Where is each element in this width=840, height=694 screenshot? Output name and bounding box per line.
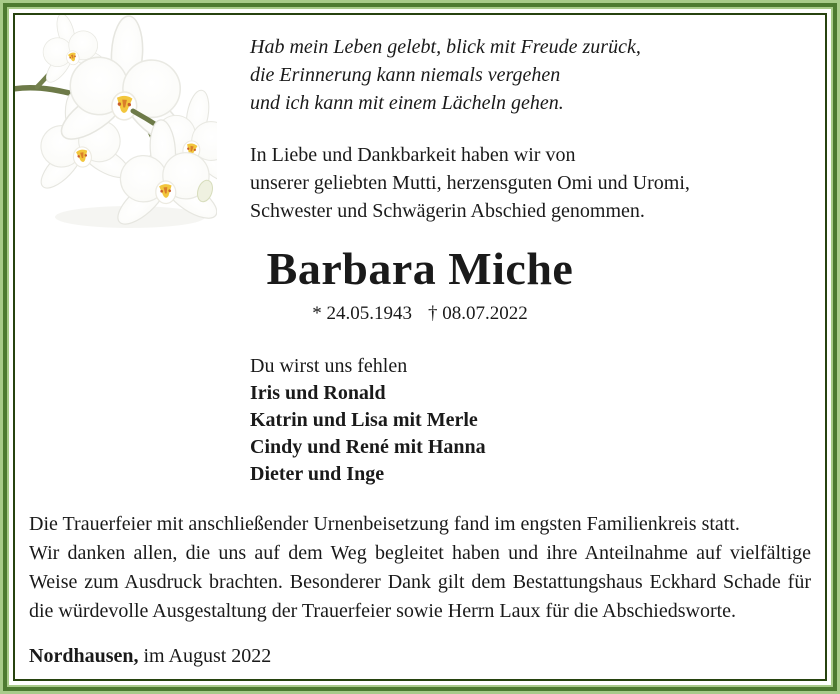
farewell-lead: Du wirst uns fehlen: [250, 355, 408, 377]
birth-date: * 24.05.1943: [312, 303, 412, 324]
mourner-line: Iris und Ronald: [250, 382, 386, 404]
orchid-photo: [15, 15, 217, 235]
intro-line: In Liebe und Dankbarkeit haben wir von: [250, 144, 576, 166]
death-date: † 08.07.2022: [428, 303, 528, 324]
frame-dark-band: [3, 3, 837, 691]
closing-paragraph: [29, 510, 811, 626]
closing-first-line: Die Trauerfeier mit anschließender Urnenbeisetzung fand im engsten Familienkreis statt.: [29, 513, 740, 535]
frame-white-gap: [9, 9, 831, 685]
place-date-line: [29, 643, 811, 670]
intro-line: unserer geliebten Mutti, herzensguten Omi und Uromi,: [250, 172, 690, 194]
life-dates: [15, 301, 825, 327]
closing-thanks-text: Wir danken allen, die uns auf dem Weg begleitet haben und ihre Anteilnahme auf vielfältige Weise zum Ausdruck brachten. Besonderer Dank gilt dem Bestattungshaus Eckhard Schade für die würdevolle Ausgestaltung der Trauerfeier sowie Herrn Laux für die Abschiedsworte.: [29, 542, 811, 622]
intro-line: Schwester und Schwägerin Abschied genommen.: [250, 200, 645, 222]
farewell-intro: [250, 141, 811, 225]
date-text: im August 2022: [143, 645, 272, 667]
mourner-line: Katrin und Lisa mit Merle: [250, 409, 478, 431]
memorial-poem: [250, 33, 811, 117]
deceased-name: Barbara Miche: [266, 243, 574, 294]
place-name: Nordhausen,: [29, 645, 139, 667]
poem-line: die Erinnerung kann niemals vergehen: [250, 64, 561, 86]
notice-content: [15, 15, 825, 679]
mourners-block: [250, 353, 811, 488]
mourner-line: Cindy und René mit Hanna: [250, 436, 486, 458]
frame-inner-rule: [13, 13, 827, 681]
poem-line: und ich kann mit einem Lächeln gehen.: [250, 92, 564, 114]
mourner-line: Dieter und Inge: [250, 463, 385, 485]
poem-line: Hab mein Leben gelebt, blick mit Freude zurück,: [250, 36, 641, 58]
